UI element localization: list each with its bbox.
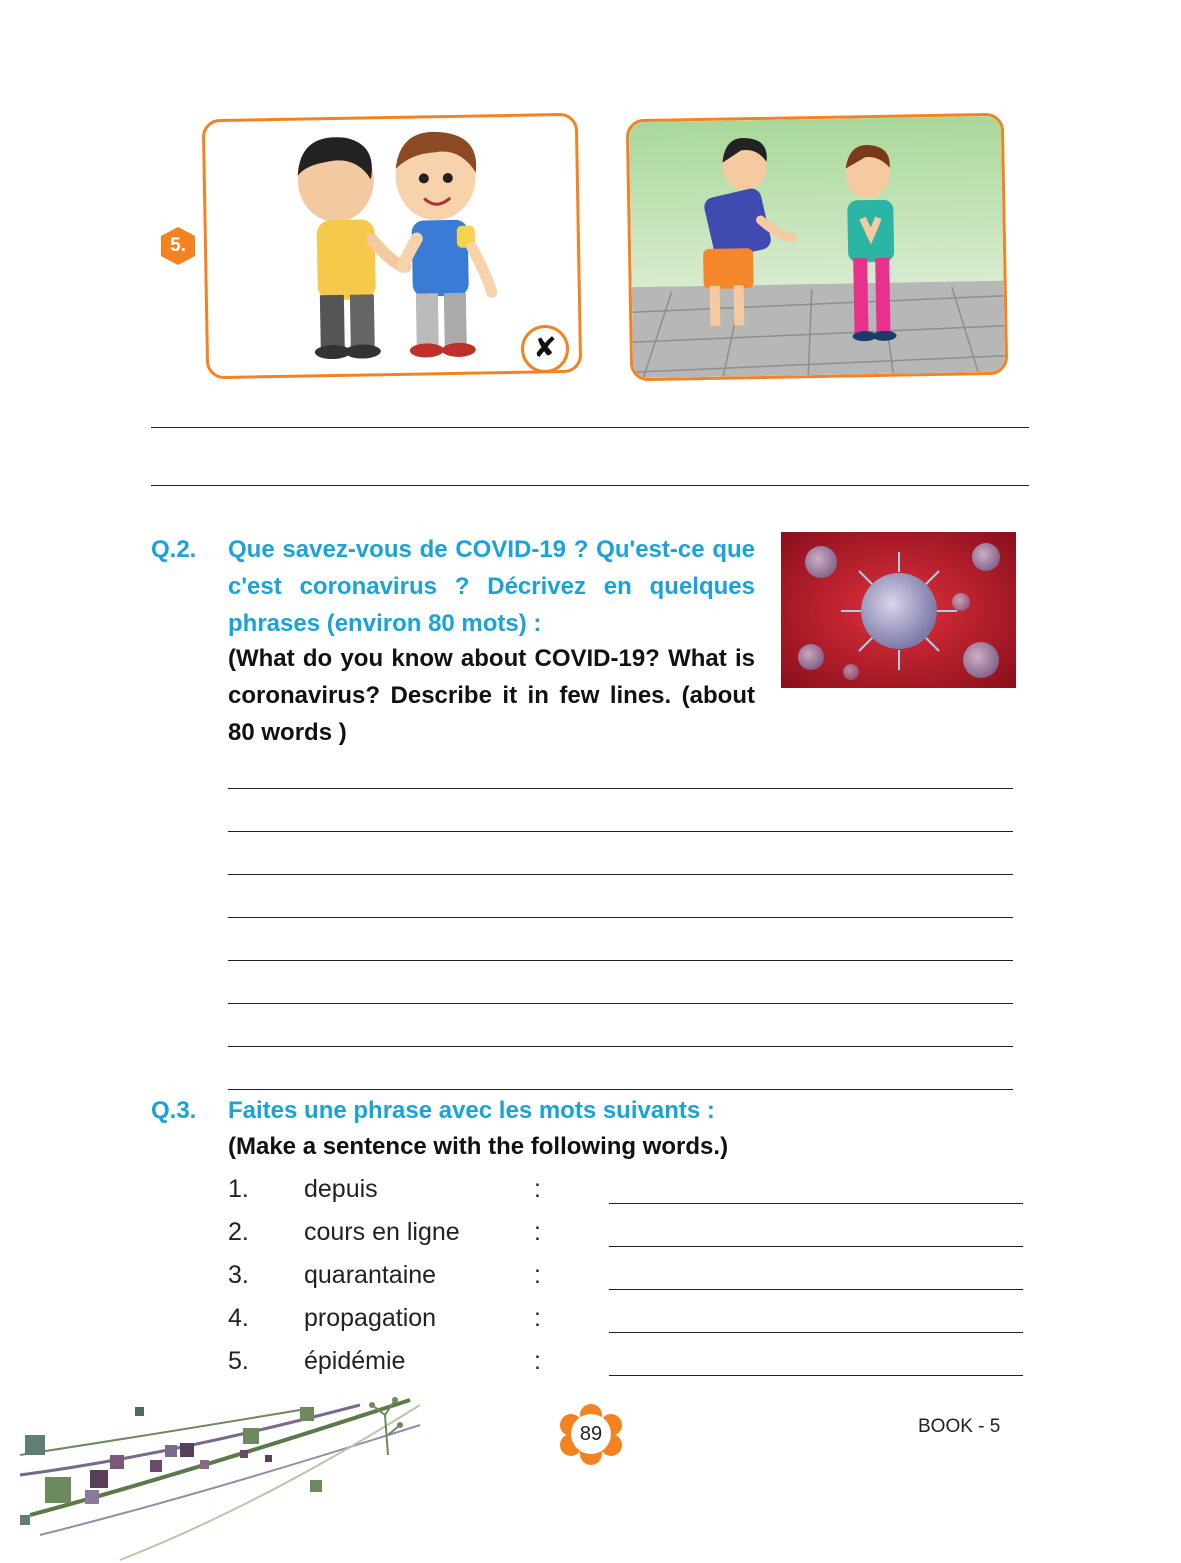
item-number: 3.: [228, 1261, 249, 1289]
answer-line[interactable]: [228, 874, 1013, 875]
exercise-number-badge: [158, 226, 198, 266]
item-colon: :: [534, 1304, 541, 1332]
question-2-label: Q.2.: [151, 536, 197, 563]
question-3-french: Faites une phrase avec les mots suivants :: [228, 1097, 715, 1124]
page-number: 89: [579, 1423, 603, 1445]
answer-line[interactable]: [228, 1003, 1013, 1004]
item-word: depuis: [304, 1175, 378, 1203]
item-number: 5.: [228, 1347, 249, 1375]
item-colon: :: [534, 1175, 541, 1203]
question-3-label: Q.3.: [151, 1097, 197, 1124]
item-number: 4.: [228, 1304, 249, 1332]
answer-line[interactable]: [151, 485, 1029, 486]
answer-line[interactable]: [228, 1089, 1013, 1090]
item-number: 2.: [228, 1218, 249, 1246]
decorative-swirl-ornament: [0, 1395, 430, 1563]
book-label: BOOK - 5: [918, 1416, 1001, 1437]
item-word: propagation: [304, 1304, 437, 1332]
coronavirus-image: [781, 532, 1016, 688]
answer-line[interactable]: [228, 917, 1013, 918]
answer-line[interactable]: [228, 831, 1013, 832]
answer-line[interactable]: [228, 788, 1013, 789]
question-2-english: (What do you know about COVID-19? What is coronavirus? Describe it in few lines. (about 80 words ): [228, 645, 755, 746]
answer-line[interactable]: [151, 427, 1029, 428]
cross-mark-icon: ✘: [521, 325, 569, 373]
page-number-badge: [557, 1403, 625, 1465]
answer-line[interactable]: [609, 1289, 1023, 1290]
item-word: quarantaine: [304, 1261, 437, 1289]
answer-line[interactable]: [609, 1203, 1023, 1204]
question-2-french: Que savez-vous de COVID-19 ? Qu'est-ce que c'est coronavirus ? Décrivez en quelques phrases (environ 80 mots) :: [228, 536, 755, 637]
answer-line[interactable]: [228, 960, 1013, 961]
answer-line[interactable]: [609, 1375, 1023, 1376]
item-word: épidémie: [304, 1347, 406, 1375]
item-colon: :: [534, 1218, 541, 1246]
item-colon: :: [534, 1347, 541, 1375]
illustration-card-namaste: [626, 113, 1009, 382]
question-3-english: (Make a sentence with the following words.): [228, 1133, 729, 1160]
namaste-illustration: [629, 116, 1005, 378]
exercise-number: 5.: [170, 235, 186, 256]
answer-line[interactable]: [228, 1046, 1013, 1047]
answer-line[interactable]: [609, 1332, 1023, 1333]
answer-line[interactable]: [609, 1246, 1023, 1247]
item-number: 1.: [228, 1175, 249, 1203]
item-word: cours en ligne: [304, 1218, 460, 1246]
item-colon: :: [534, 1261, 541, 1289]
